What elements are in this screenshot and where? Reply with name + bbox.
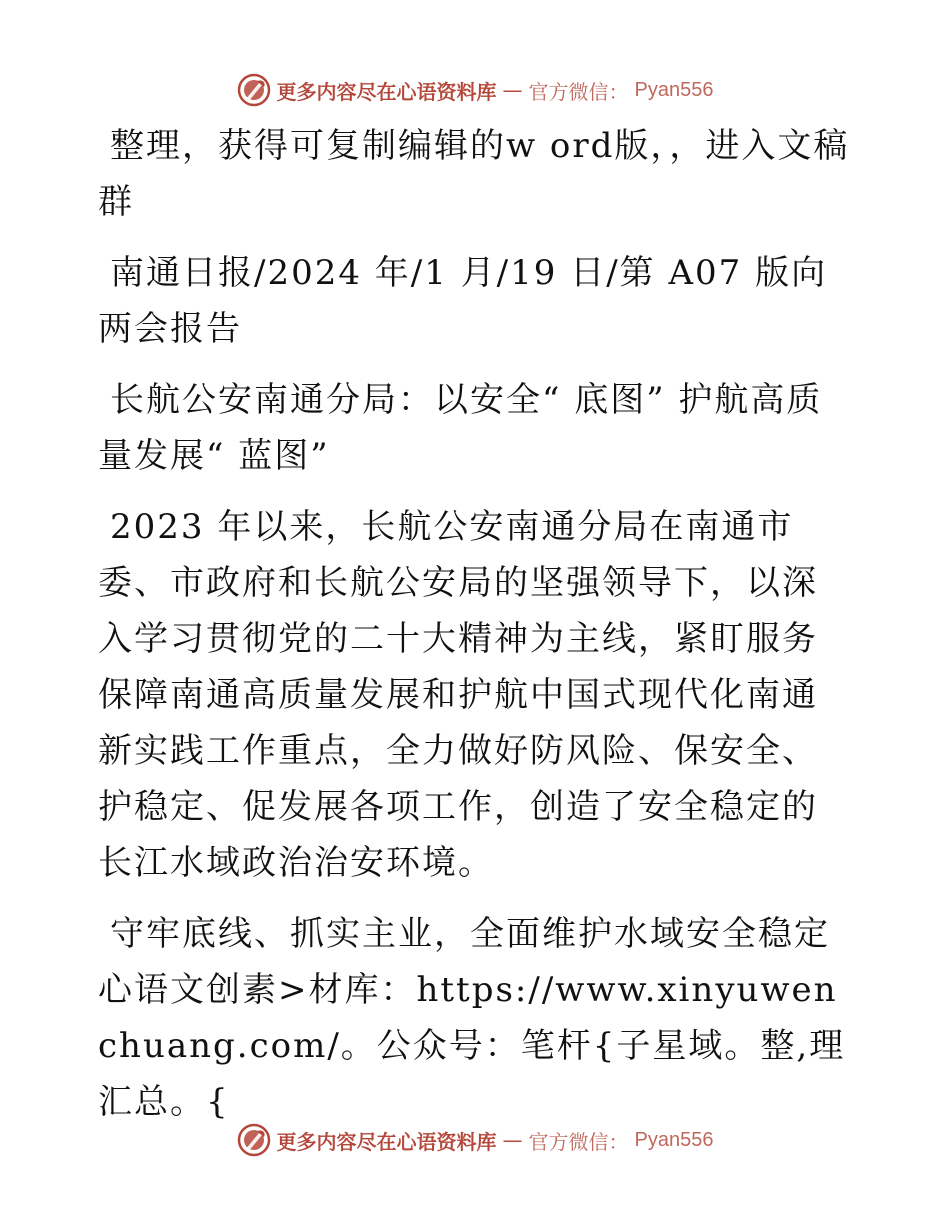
watermark-wechat-id: Pyan556 bbox=[634, 1128, 714, 1151]
feather-logo-icon bbox=[237, 73, 271, 107]
watermark-site-text: 更多内容尽在心语资料库 bbox=[276, 79, 497, 104]
watermark-banner-top bbox=[0, 70, 950, 110]
paragraph-2: 南通日报/2024 年/1 月/19 日/第 A07 版向两会报告 bbox=[98, 253, 828, 349]
watermark-wechat-label: 官方微信： bbox=[528, 1129, 629, 1154]
article-title: 长航公安南通分局：以安全“ 底图” 护航高质量发展“ 蓝图” bbox=[98, 380, 823, 476]
watermark-dash: — bbox=[502, 78, 523, 102]
watermark-wechat-id: Pyan556 bbox=[634, 78, 714, 101]
watermark-banner-bottom bbox=[0, 1120, 950, 1160]
paragraph-1: 整理，获得可复制编辑的w ord版，，进入文稿群 bbox=[98, 126, 850, 222]
watermark-site-text: 更多内容尽在心语资料库 bbox=[276, 1129, 497, 1154]
document-body bbox=[98, 118, 853, 1145]
feather-logo-icon bbox=[237, 1123, 271, 1157]
watermark-dash: — bbox=[502, 1128, 523, 1152]
paragraph-5: 守牢底线、抓实主业，全面维护水域安全稳定心语文创素>材库：https://www.xinyuwenchuang.com/。公众号：笔杆{子星域。整,理汇总。{ bbox=[98, 914, 846, 1122]
paragraph-4: 2023 年以来，长航公安南通分局在南通市委、市政府和长航公安局的坚强领导下，以深入学习贯彻党的二十大精神为主线，紧盯服务保障南通高质量发展和护航中国式现代化南通新实践工作重点，全力做好防风险、保安全、护稳定、促发展各项工作，创造了安全稳定的长江水域政治治安环境。 bbox=[98, 507, 818, 883]
watermark-wechat-label: 官方微信： bbox=[528, 79, 629, 104]
